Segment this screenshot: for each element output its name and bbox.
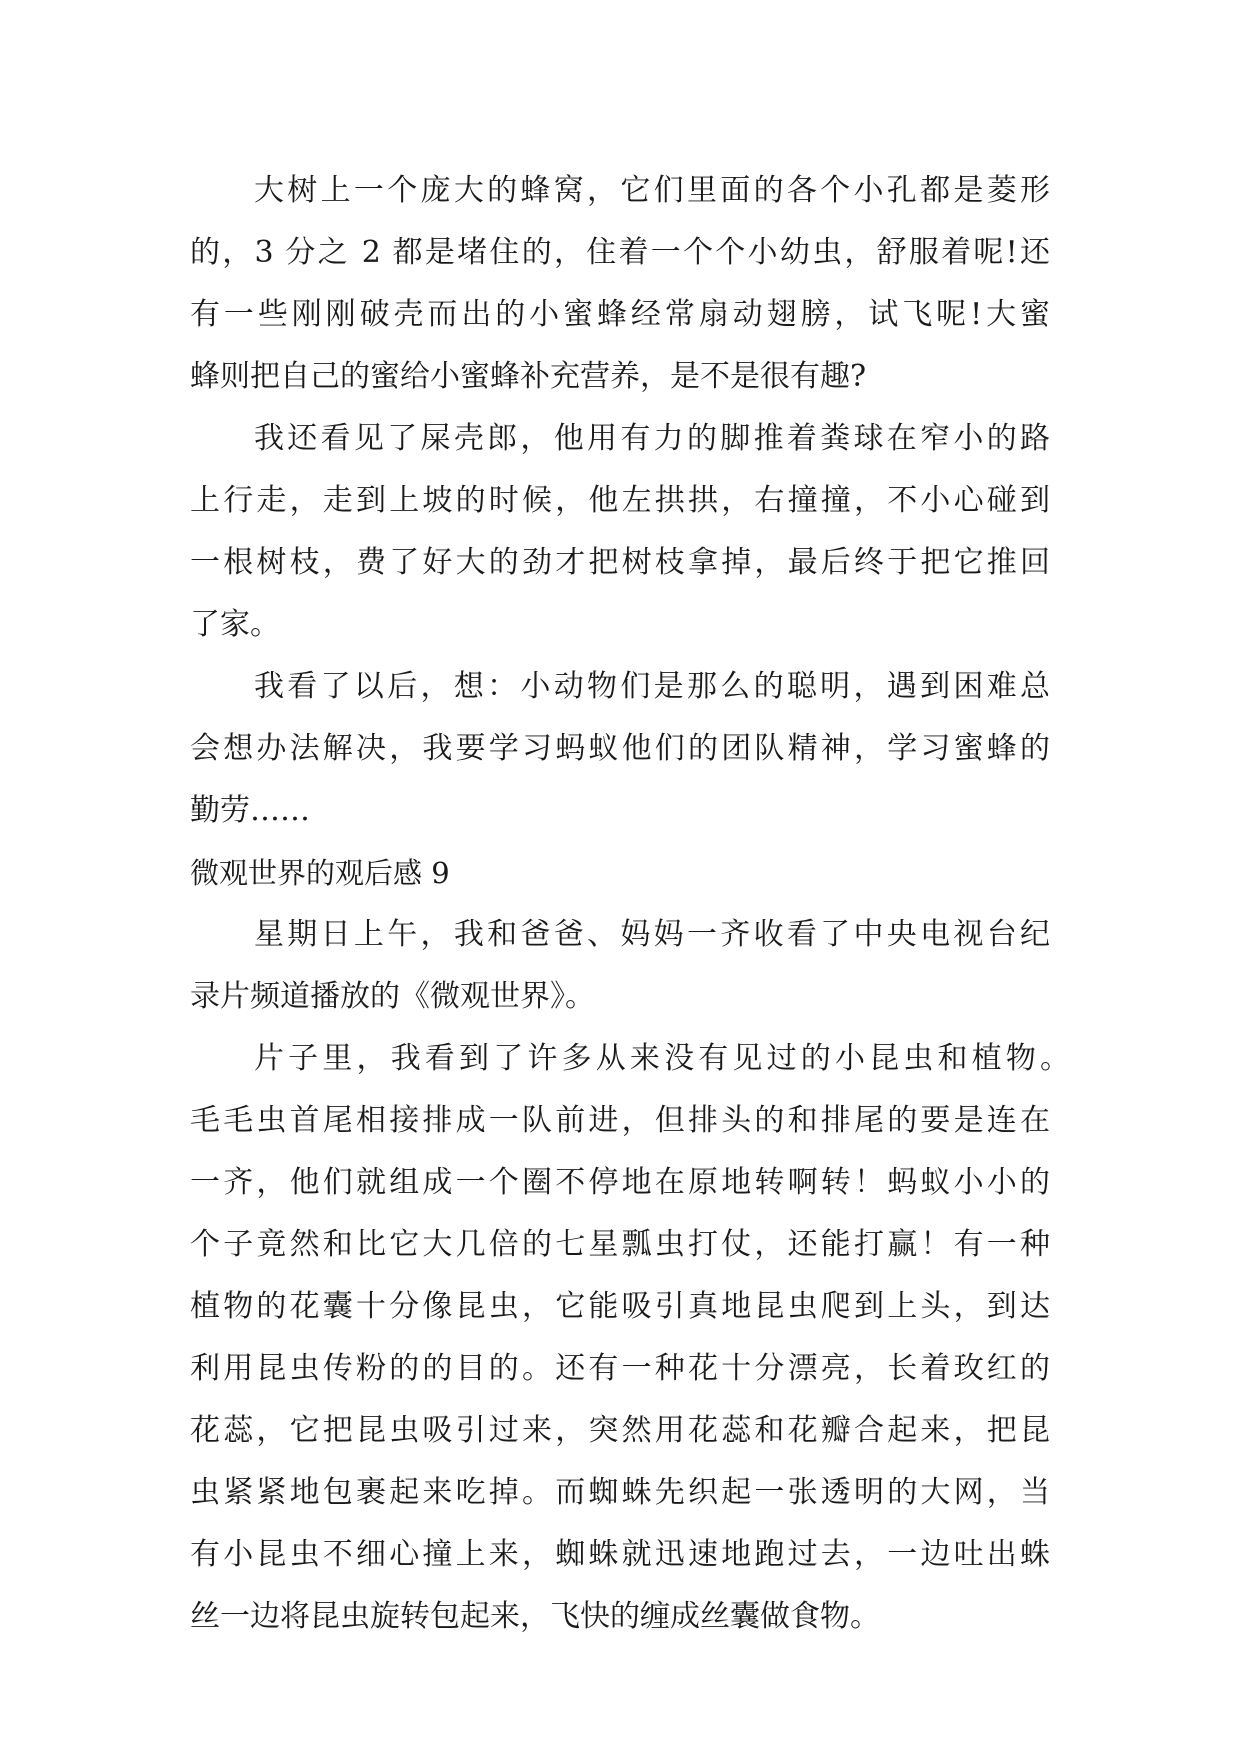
paragraph-line: 一齐，他们就组成一个圈不停地在原地转啊转！蚂蚁小小的: [190, 1165, 1050, 1200]
paragraph-line: 了家。: [190, 607, 280, 642]
section-heading: 微观世界的观后感 9: [190, 856, 450, 890]
paragraph-line: 我还看见了屎壳郎，他用有力的脚推着粪球在窄小的路: [254, 421, 1050, 456]
paragraph-line: 花蕊，它把昆虫吸引过来，突然用花蕊和花瓣合起来，把昆: [190, 1413, 1050, 1448]
paragraph-line: 虫紧紧地包裹起来吃掉。而蜘蛛先织起一张透明的大网，当: [190, 1475, 1050, 1510]
paragraph-line: 植物的花囊十分像昆虫，它能吸引真地昆虫爬到上头，到达: [190, 1289, 1050, 1324]
paragraph-line: 录片频道播放的《微观世界》。: [190, 979, 595, 1014]
paragraph-line: 利用昆虫传粉的的目的。还有一种花十分漂亮，长着玫红的: [190, 1351, 1050, 1386]
paragraph-line: 毛毛虫首尾相接排成一队前进，但排头的和排尾的要是连在: [190, 1103, 1050, 1138]
paragraph-line: 个子竟然和比它大几倍的七星瓢虫打仗，还能打赢！有一种: [190, 1227, 1050, 1262]
paragraph-line: 星期日上午，我和爸爸、妈妈一齐收看了中央电视台纪: [254, 917, 1050, 952]
paragraph-line: 会想办法解决，我要学习蚂蚁他们的团队精神，学习蜜蜂的: [190, 731, 1050, 766]
document-body: [190, 160, 1070, 1648]
paragraph-line: 片子里，我看到了许多从来没有见过的小昆虫和植物。: [254, 1041, 1070, 1076]
paragraph-line: 丝一边将昆虫旋转包起来，飞快的缠成丝囊做食物。: [190, 1599, 880, 1634]
paragraph-line: 的，3 分之 2 都是堵住的，住着一个个小幼虫，舒服着呢!还: [190, 235, 1050, 270]
paragraph-line: 蜂则把自己的蜜给小蜜蜂补充营养，是不是很有趣?: [190, 359, 867, 394]
paragraph-line: 一根树枝，费了好大的劲才把树枝拿掉，最后终于把它推回: [190, 545, 1050, 580]
paragraph-line: 有小昆虫不细心撞上来，蜘蛛就迅速地跑过去，一边吐出蛛: [190, 1537, 1050, 1572]
paragraph-line: 有一些刚刚破壳而出的小蜜蜂经常扇动翅膀，试飞呢!大蜜: [190, 297, 1050, 332]
paragraph-line: 大树上一个庞大的蜂窝，它们里面的各个小孔都是菱形: [254, 173, 1050, 208]
paragraph-line: 上行走，走到上坡的时候，他左拱拱，右撞撞，不小心碰到: [190, 483, 1050, 518]
paragraph-line: 勤劳……: [190, 793, 310, 828]
paragraph-line: 我看了以后，想：小动物们是那么的聪明，遇到困难总: [254, 669, 1050, 704]
